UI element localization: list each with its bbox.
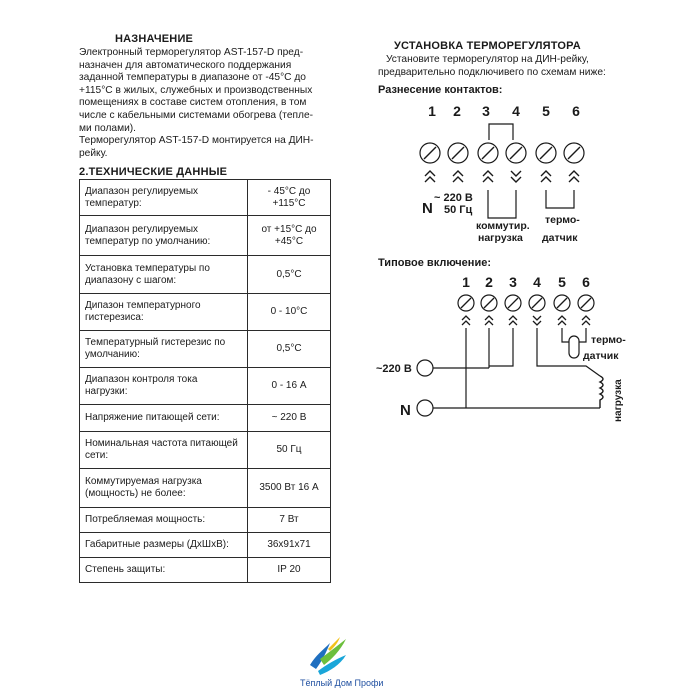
purpose-heading: НАЗНАЧЕНИЕ	[115, 33, 194, 45]
neutral-label: N	[400, 402, 411, 419]
spec-value: 50 Гц	[248, 432, 331, 469]
spec-label: Номинальная частота питающей сети:	[80, 432, 248, 469]
typical-heading: Типовое включение:	[378, 257, 491, 269]
sensor-label: термо-	[591, 334, 626, 346]
purpose-line: помещениях в составе систем отопления, в том	[79, 97, 307, 109]
specs-heading: 2.ТЕХНИЧЕСКИЕ ДАННЫЕ	[79, 166, 228, 178]
table-row	[80, 216, 331, 256]
spec-value: 7 Вт	[248, 508, 331, 533]
load-coil-icon	[600, 376, 603, 408]
terminal-number: 1	[428, 103, 436, 119]
purpose-line: числе с кабельными системами обогрева (тепле-	[79, 109, 314, 121]
install-heading: УСТАНОВКА ТЕРМОРЕГУЛЯТОРА	[394, 40, 581, 52]
purpose-line: Терморегулятор AST-157-D монтируется на ДИН-	[79, 135, 314, 147]
terminal-number: 1	[462, 274, 470, 290]
load-label: нагрузка	[613, 379, 624, 422]
purpose-line: рейку.	[79, 147, 108, 159]
table-row	[80, 294, 331, 331]
spec-label: Диапазон регулируемых температур:	[80, 180, 248, 216]
spec-value: 3500 Вт 16 А	[248, 469, 331, 508]
spec-label: Потребляемая мощность:	[80, 508, 248, 533]
spec-value: - 45°С до +115°С	[248, 180, 331, 216]
load-bracket	[488, 190, 516, 218]
spec-value: 0 - 16 А	[248, 368, 331, 405]
purpose-line: +115°С в жилых, служебных и производственных	[79, 84, 313, 96]
terminal-number: 5	[558, 274, 566, 290]
contacts-heading: Разнесение контактов:	[378, 84, 503, 96]
contacts-diagram	[400, 100, 600, 250]
spec-label: Габаритные размеры (ДхШхВ):	[80, 533, 248, 558]
purpose-text	[79, 47, 331, 160]
brand-logo-icon	[306, 635, 350, 677]
terminal-number: 5	[542, 103, 550, 119]
brand-name: Тёплый Дом Профи	[300, 678, 384, 688]
spec-label: Установка температуры по диапазону с шагом:	[80, 256, 248, 294]
arrow-icon	[462, 316, 590, 325]
terminal-number: 6	[582, 274, 590, 290]
thermo-sensor-icon	[569, 336, 579, 358]
purpose-line: заданной температуры в диапазоне от -45°С до	[79, 72, 306, 84]
terminal-number: 2	[485, 274, 493, 290]
table-row	[80, 405, 331, 432]
spec-value: 0 - 10°С	[248, 294, 331, 331]
table-row	[80, 180, 331, 216]
purpose-line: ми полами).	[79, 122, 137, 134]
spec-label: Напряжение питающей сети:	[80, 405, 248, 432]
sensor-label: термо-	[545, 214, 580, 226]
sensor-label: датчик	[542, 232, 578, 244]
spec-value: 0,5°С	[248, 256, 331, 294]
spec-value: от +15°С до +45°С	[248, 216, 331, 256]
spec-value: IP 20	[248, 558, 331, 583]
spec-value: 36х91х71	[248, 533, 331, 558]
table-row	[80, 256, 331, 294]
purpose-line: Электронный терморегулятор AST-157-D пред-	[79, 47, 304, 58]
spec-label: Коммутируемая нагрузка (мощность) не более:	[80, 469, 248, 508]
table-row	[80, 368, 331, 405]
terminal-number: 2	[453, 103, 461, 119]
table-row	[80, 533, 331, 558]
spec-label: Дипазон температурного гистерезиса:	[80, 294, 248, 331]
table-row	[80, 469, 331, 508]
table-row	[80, 508, 331, 533]
voltage-label: ~ 220 В	[434, 192, 473, 204]
neutral-label: N	[422, 200, 433, 217]
supply-voltage-label: ~220 В	[376, 363, 412, 375]
install-text	[378, 54, 628, 79]
terminal-number: 4	[533, 274, 541, 290]
table-row	[80, 558, 331, 583]
spec-value: 0,5°С	[248, 331, 331, 368]
load-label: нагрузка	[478, 232, 523, 244]
frequency-label: 50 Гц	[444, 204, 473, 216]
typical-wiring-diagram	[370, 270, 630, 430]
terminal-number: 3	[509, 274, 517, 290]
sensor-bracket	[546, 190, 574, 208]
terminal-number: 4	[512, 103, 520, 119]
terminal-number: 6	[572, 103, 580, 119]
load-label: коммутир.	[476, 220, 530, 232]
purpose-line: назначен для автоматического поддержания	[79, 59, 292, 71]
supply-phase-icon	[417, 360, 433, 376]
spec-label: Диапазон регулируемых температур по умолчанию:	[80, 216, 248, 256]
spec-value: ~ 220 В	[248, 405, 331, 432]
specs-table	[79, 179, 331, 583]
table-row	[80, 432, 331, 469]
spec-label: Степень защиты:	[80, 558, 248, 583]
sensor-label: датчик	[583, 350, 619, 362]
arrow-icon	[425, 171, 579, 182]
table-row	[80, 331, 331, 368]
terminal-number: 3	[482, 103, 490, 119]
jumper-wire	[489, 124, 513, 140]
supply-neutral-icon	[417, 400, 433, 416]
spec-label: Температурный гистерезис по умолчанию:	[80, 331, 248, 368]
install-line: Установите терморегулятор на ДИН-рейку,	[386, 54, 589, 65]
install-line: предварительно подключивего по схемам ниже:	[378, 66, 606, 78]
spec-label: Диапазон контроля тока нагрузки:	[80, 368, 248, 405]
